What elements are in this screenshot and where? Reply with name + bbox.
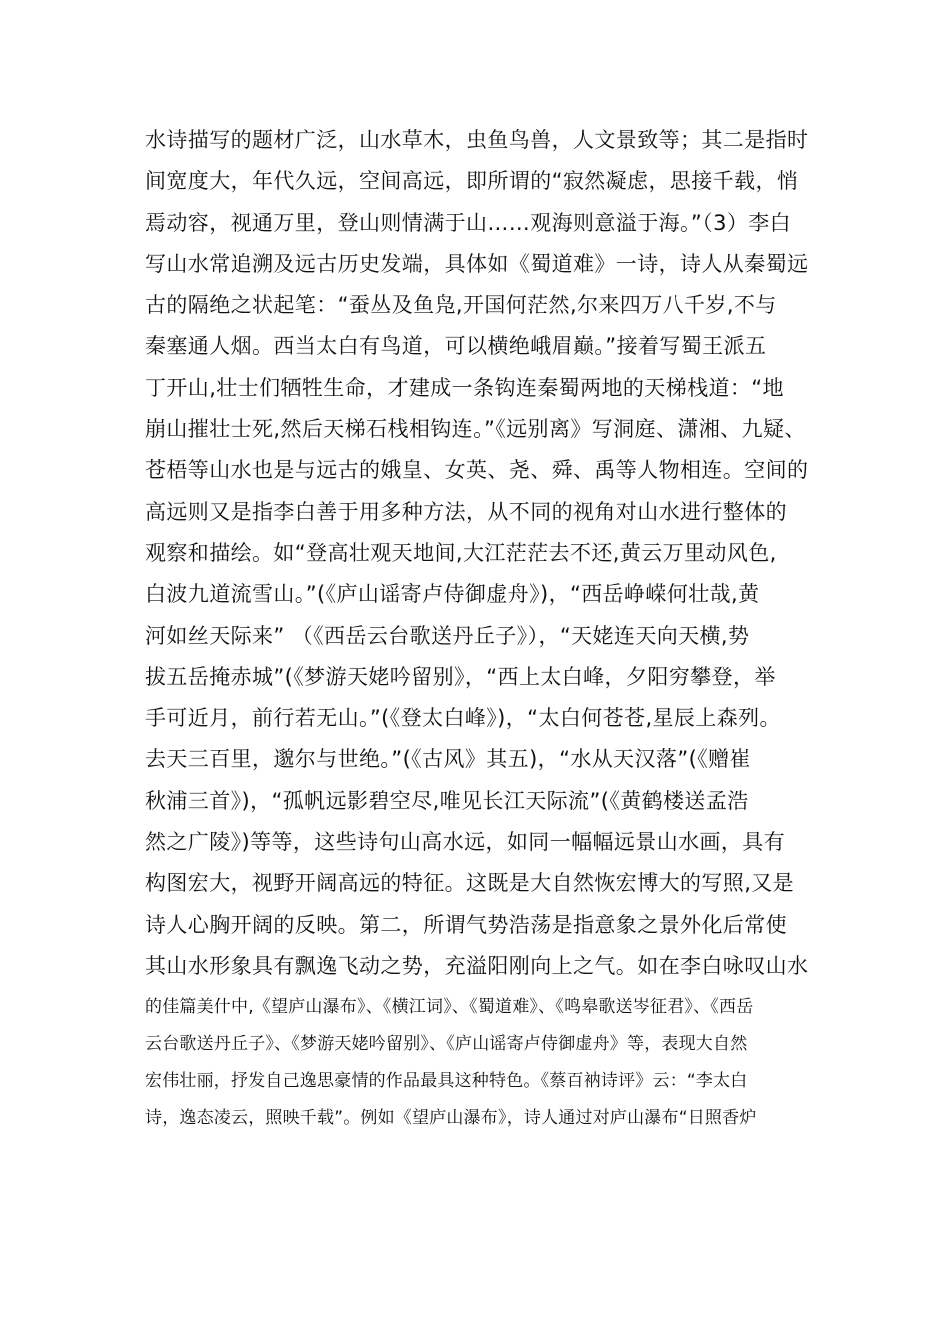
text-line: 间宽度大，年代久远，空间高远，即所谓的“寂然凝虑，思接千载，悄 — [145, 169, 799, 194]
text-line: 拔五岳掩赤城”(《梦游天姥吟留别》，“西上太白峰，夕阳穷攀登，举 — [145, 664, 776, 689]
text-line: 手可近月，前行若无山。”(《登太白峰》)，“太白何苍苍,星辰上森列。 — [145, 706, 781, 731]
text-line: 古的隔绝之状起笔：“蚕丛及鱼凫,开国何茫然,尔来四万八千岁,不与 — [145, 293, 777, 318]
text-line: 高远则又是指李白善于用多种方法，从不同的视角对山水进行整体的 — [145, 499, 787, 524]
text-line: 的佳篇美什中,《望庐山瀑布》、《横江词》、《蜀道难》、《鸣皋歌送岑征君》、《西岳 — [145, 997, 754, 1018]
body-text — [145, 120, 825, 1137]
text-line: 宏伟壮丽，抒发自己逸思豪情的作品最具这种特色。《蔡百衲诗评》云：“李太白 — [145, 1071, 748, 1092]
text-line: 秋浦三首》)，“孤帆远影碧空尽,唯见长江天际流”(《黄鹤楼送孟浩 — [145, 788, 749, 813]
text-line: 河如丝天际来” （《西岳云台歌送丹丘子》），“天姥连天向天横,势 — [145, 623, 750, 648]
text-line: 云台歌送丹丘子》、《梦游天姥吟留别》、《庐山谣寄卢侍御虚舟》等，表现大自然 — [145, 1034, 748, 1055]
text-line: 苍梧等山水也是与远古的娥皇、女英、尧、舜、禹等人物相连。空间的 — [145, 458, 809, 483]
text-line: 焉动容，视通万里，登山则情满于山……观海则意溢于海。”（3）李白 — [145, 210, 792, 235]
text-line: 丁开山,壮士们牺牲生命，才建成一条钩连秦蜀两地的天梯栈道：“地 — [145, 375, 784, 400]
text-line: 秦塞通人烟。西当太白有鸟道，可以横绝峨眉巅。”接着写蜀王派五 — [145, 334, 767, 359]
text-line: 构图宏大，视野开阔高远的特征。这既是大自然恢宏博大的写照,又是 — [145, 871, 795, 896]
text-line: 水诗描写的题材广泛，山水草木，虫鱼鸟兽，人文景致等；其二是指时 — [145, 128, 809, 152]
text-line: 诗，逸态凌云，照映千载”。例如《望庐山瀑布》，诗人通过对庐山瀑布“日照香炉 — [145, 1108, 757, 1129]
text-line: 崩山摧壮士死,然后天梯石栈相钩连。”《远别离》写洞庭、潇湘、九疑、 — [145, 417, 806, 442]
text-line: 诗人心胸开阔的反映。第二，所谓气势浩荡是指意象之景外化后常使 — [145, 912, 787, 937]
text-line: 然之广陵》)等等，这些诗句山高水远，如同一幅幅远景山水画，具有 — [145, 830, 786, 855]
text-line: 其山水形象具有飘逸飞动之势，充溢阳刚向上之气。如在李白咏叹山水 — [145, 953, 809, 978]
text-line: 去天三百里，邈尔与世绝。”(《古风》其五)，“水从天汉落”(《赠崔 — [145, 747, 751, 772]
text-line: 写山水常追溯及远古历史发端，具体如《蜀道难》一诗，诗人从秦蜀远 — [145, 251, 809, 276]
text-line: 观察和描绘。如“登高壮观天地间,大江茫茫去不还,黄云万里动风色, — [145, 540, 777, 565]
text-line: 白波九道流雪山。”(《庐山谣寄卢侍御虚舟》)，“西岳峥嵘何壮哉,黄 — [145, 582, 760, 607]
